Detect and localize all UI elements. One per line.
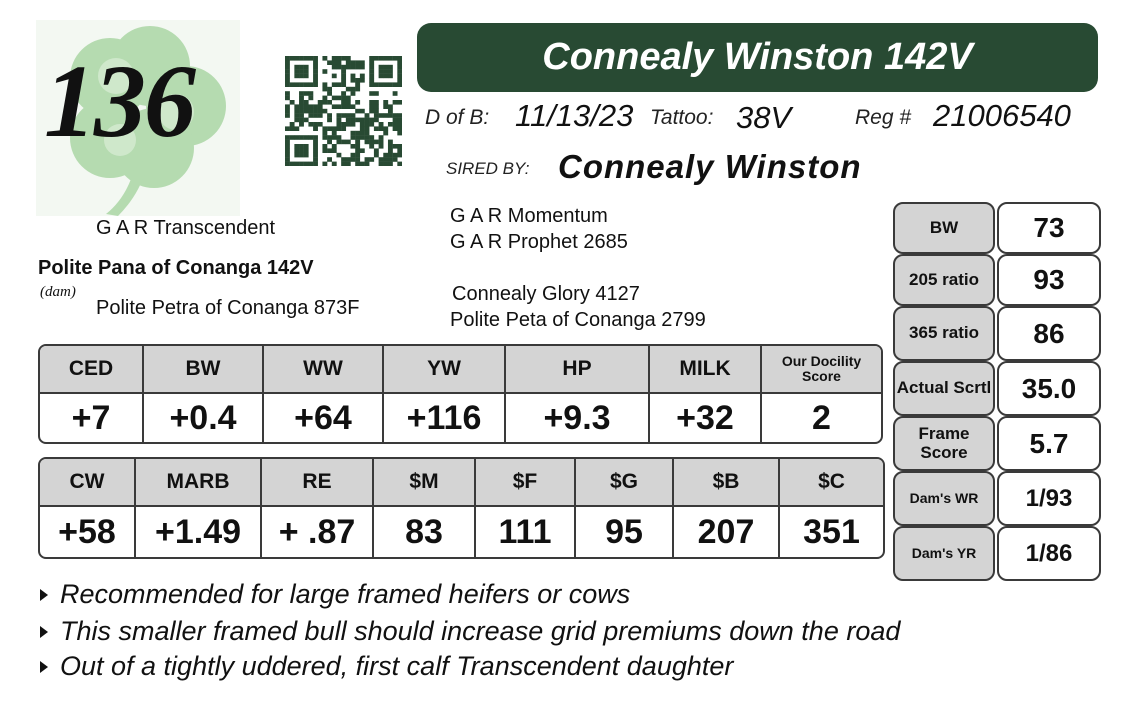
value-c: 351 xyxy=(803,512,860,551)
stat-label: BW xyxy=(893,202,995,254)
tattoo-label: Tattoo: xyxy=(650,106,714,129)
header-ww: WW xyxy=(264,346,384,392)
note-item xyxy=(38,653,733,680)
value-yw: +116 xyxy=(384,394,506,442)
value-g: 95 xyxy=(576,507,674,557)
stat-frame-score xyxy=(893,416,1101,471)
value-milk: +32 xyxy=(650,394,762,442)
birth-label: D of B: xyxy=(425,106,490,129)
stat-dams-yr xyxy=(893,526,1101,581)
sire-name: Connealy Winston xyxy=(558,148,862,185)
stat-value: 5.7 xyxy=(997,416,1101,471)
stat-label: Actual Scrtl xyxy=(893,361,995,416)
header-hp: HP xyxy=(506,346,650,392)
value-marb: +1.49 xyxy=(136,507,262,557)
header-b: $B xyxy=(674,459,780,505)
value-f: 111 xyxy=(476,507,576,557)
sire-sire-dam: G A R Prophet 2685 xyxy=(450,231,628,253)
stat-value: 1/93 xyxy=(997,471,1101,526)
header-milk: MILK xyxy=(650,346,762,392)
stat-value: 73 xyxy=(997,202,1101,254)
value-bw: +0.4 xyxy=(144,394,264,442)
header-m: $M xyxy=(374,459,476,505)
reg-label: Reg # xyxy=(855,106,912,129)
animal-name: Connealy Winston 142V xyxy=(417,23,1098,92)
header-yw: YW xyxy=(384,346,506,392)
sired-by-label: SIRED BY: xyxy=(446,159,530,178)
header-bw: BW xyxy=(144,346,264,392)
stat-205-ratio xyxy=(893,254,1101,306)
dam-dam: Polite Petra of Conanga 873F xyxy=(96,297,360,319)
stat-value: 1/86 xyxy=(997,526,1101,581)
note-text: Out of a tightly uddered, first calf Transcendent daughter xyxy=(60,651,734,681)
stat-birth-weight xyxy=(893,202,1101,254)
value-cw: +58 xyxy=(40,507,136,557)
sire-dam-sire: Connealy Glory 4127 xyxy=(452,283,640,305)
bullet-icon xyxy=(40,661,48,673)
stat-label: Dam's WR xyxy=(893,471,995,526)
dam-tag: (dam) xyxy=(40,284,76,300)
note-item xyxy=(38,618,900,645)
epd-table-growth xyxy=(38,344,883,444)
value-ced: +7 xyxy=(40,394,144,442)
value-m: 83 xyxy=(374,507,476,557)
stat-scrotal xyxy=(893,361,1101,416)
note-text: This smaller framed bull should increase grid premiums down the road xyxy=(60,616,901,646)
epd-table-carcass xyxy=(38,457,885,559)
header-c: $C xyxy=(818,470,845,493)
sire-dam-dam: Polite Peta of Conanga 2799 xyxy=(450,309,706,331)
stat-label: 205 ratio xyxy=(893,254,995,306)
stat-label: Dam's YR xyxy=(893,526,995,581)
lot-number: 136 xyxy=(44,44,194,159)
bullet-icon xyxy=(40,626,48,638)
note-text: Recommended for large framed heifers or cows xyxy=(60,579,631,609)
stat-value: 86 xyxy=(997,306,1101,361)
birth-value: 11/13/23 xyxy=(515,98,634,133)
header-docility: Our Docility Score xyxy=(781,353,862,384)
stat-label: Frame Score xyxy=(893,416,995,471)
stat-365-ratio xyxy=(893,306,1101,361)
header-f: $F xyxy=(476,459,576,505)
stat-label: 365 ratio xyxy=(893,306,995,361)
value-b: 207 xyxy=(674,507,780,557)
stat-dams-wr xyxy=(893,471,1101,526)
note-item xyxy=(38,581,630,608)
value-docility: 2 xyxy=(812,398,831,437)
header-marb: MARB xyxy=(136,459,262,505)
stat-value: 35.0 xyxy=(997,361,1101,416)
dam-sire: G A R Transcendent xyxy=(96,217,275,239)
qr-code[interactable] xyxy=(285,56,402,166)
value-hp: +9.3 xyxy=(506,394,650,442)
tattoo-value: 38V xyxy=(736,100,792,135)
dam-name: Polite Pana of Conanga 142V xyxy=(38,257,314,279)
reg-value: 21006540 xyxy=(933,98,1071,133)
stat-value: 93 xyxy=(997,254,1101,306)
value-ww: +64 xyxy=(264,394,384,442)
bullet-icon xyxy=(40,589,48,601)
header-ced: CED xyxy=(40,346,144,392)
header-cw: CW xyxy=(40,459,136,505)
header-re: RE xyxy=(262,459,374,505)
value-re: + .87 xyxy=(262,507,374,557)
sire-sire: G A R Momentum xyxy=(450,205,608,227)
header-g: $G xyxy=(576,459,674,505)
